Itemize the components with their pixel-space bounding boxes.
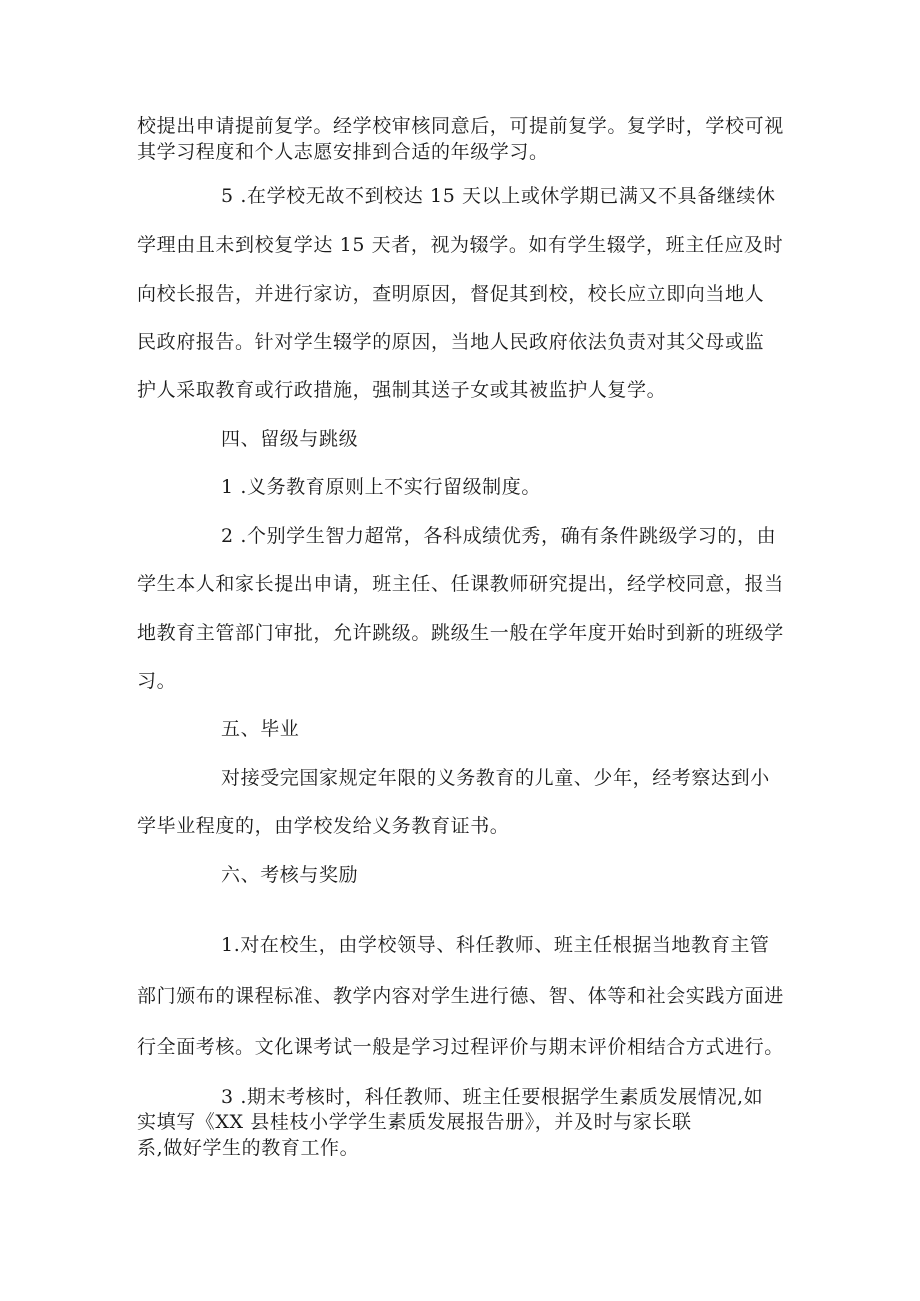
- text-line: 校提出申请提前复学。经学校审核同意后，可提前复学。复学时，学校可视: [137, 115, 784, 137]
- text-line: 部门颁布的课程标准、教学内容对学生进行德、智、体等和社会实践方面进: [137, 985, 784, 1007]
- para-no-retention: 1 .义务教育原则上不实行留级制度。: [221, 476, 541, 498]
- text-line: 民政府报告。针对学生辍学的原因，当地人民政府依法负责对其父母或监: [137, 331, 765, 353]
- text-line: 对接受完国家规定年限的义务教育的儿童、少年，经考察达到小: [221, 767, 770, 789]
- heading-graduation: 五、毕业: [221, 718, 300, 740]
- text-line: 向校长报告，并进行家访，查明原因，督促其到校，校长应立即向当地人: [137, 283, 765, 305]
- heading-assessment-rewards: 六、考核与奖励: [221, 864, 359, 886]
- text-line: 实填写《XX 县桂枝小学学生素质发展报告册》，并及时与家长联: [137, 1111, 692, 1133]
- text-line: 习。: [137, 670, 177, 692]
- text-line: 学毕业程度的，由学校发给义务教育证书。: [137, 815, 510, 837]
- text-line: 3 .期末考核时，科任教师、班主任要根据学生素质发展情况,如: [221, 1086, 764, 1108]
- text-line: 其学习程度和个人志愿安排到合适的年级学习。: [137, 141, 549, 163]
- text-line: 2 .个别学生智力超常，各科成绩优秀，确有条件跳级学习的，由: [221, 525, 777, 547]
- text-line: 5 .在学校无故不到校达 15 天以上或休学期已满又不具备继续休: [221, 185, 776, 207]
- text-line: 学生本人和家长提出申请，班主任、任课教师研究提出，经学校同意，报当: [137, 573, 784, 595]
- text-line: 1.对在校生，由学校领导、科任教师、班主任根据当地教育主管: [221, 934, 770, 956]
- heading-retention-skip: 四、留级与跳级: [221, 428, 359, 450]
- text-line: 地教育主管部门审批，允许跳级。跳级生一般在学年度开始时到新的班级学: [137, 622, 784, 644]
- text-line: 系,做好学生的教育工作。: [137, 1137, 360, 1159]
- text-line: 护人采取教育或行政措施，强制其送子女或其被监护人复学。: [137, 379, 667, 401]
- text-line: 行全面考核。文化课考试一般是学习过程评价与期末评价相结合方式进行。: [137, 1036, 784, 1058]
- text-line: 学理由且未到校复学达 15 天者，视为辍学。如有学生辍学，班主任应及时: [137, 234, 784, 256]
